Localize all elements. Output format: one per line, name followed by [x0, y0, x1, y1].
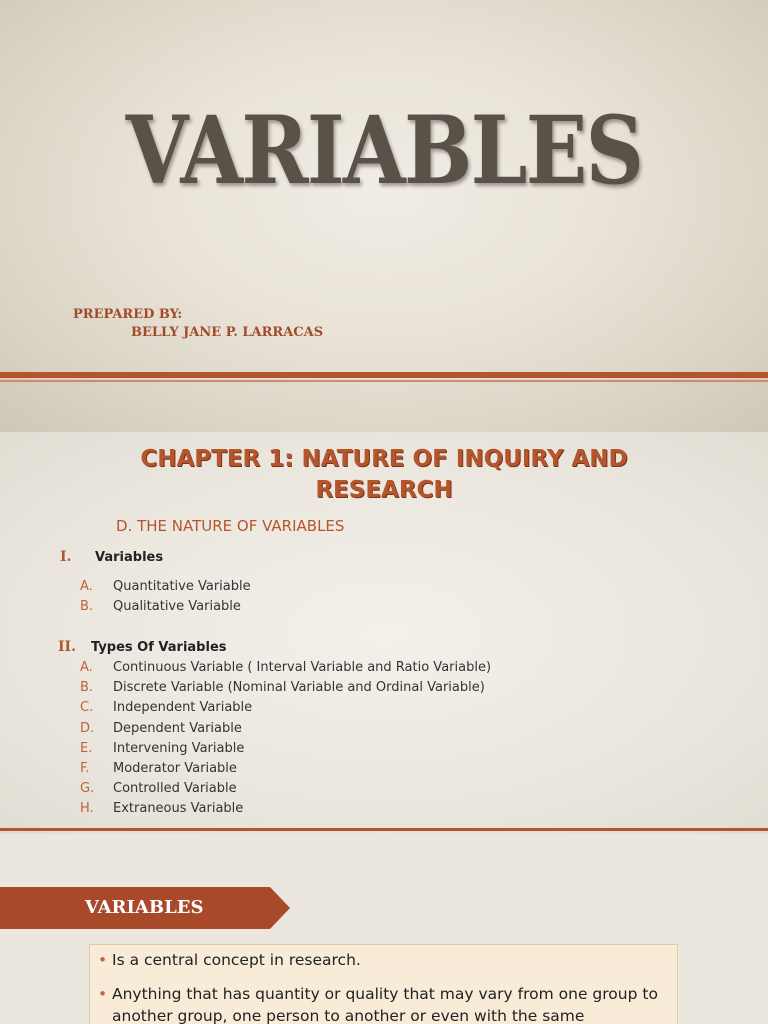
list-letter: H. [80, 801, 94, 817]
list-text: Dependent Variable [113, 720, 242, 736]
list-item [80, 658, 491, 678]
section-numeral-1: I. [60, 549, 72, 565]
section-list-2 [80, 658, 491, 820]
bullet-text: Is a central concept in research. [112, 951, 361, 969]
list-letter: B. [80, 680, 94, 696]
outline-slide [0, 432, 768, 834]
prepared-by-label: PREPARED BY: [73, 307, 183, 322]
list-text: Controlled Variable [113, 781, 237, 797]
list-text: Qualitative Variable [113, 599, 241, 615]
list-text: Moderator Variable [113, 760, 237, 776]
list-text: Quantitative Variable [113, 579, 251, 594]
list-item [80, 678, 491, 698]
definition-slide [0, 834, 768, 1024]
list-letter: A. [80, 579, 93, 594]
bullet-icon: • [98, 951, 108, 969]
bullet-item [90, 949, 677, 971]
divider-thick [0, 372, 768, 378]
list-letter: C. [80, 700, 94, 716]
section-subheading: D. THE NATURE OF VARIABLES [116, 517, 345, 535]
bullet-item [90, 983, 677, 1024]
list-letter: E. [80, 740, 93, 756]
list-text: Extraneous Variable [113, 801, 244, 817]
banner-title: VARIABLES [85, 897, 204, 918]
bullet-text: Anything that has quantity or quality that may vary from one group to another group, one person to another or even with the same [112, 985, 658, 1024]
list-letter: A. [80, 660, 93, 675]
list-text: Independent Variable [113, 700, 253, 716]
section-label-1: Variables [95, 550, 164, 565]
section-numeral-2: II. [58, 639, 76, 655]
slide-title: VARIABLES [125, 96, 643, 206]
list-item [80, 597, 251, 617]
list-text: Discrete Variable (Nominal Variable and Ordinal Variable) [113, 680, 485, 696]
list-item [80, 698, 491, 718]
list-text: Continuous Variable ( Interval Variable and Ratio Variable) [113, 660, 492, 675]
list-letter: F. [80, 760, 90, 776]
list-item [80, 719, 491, 739]
section-label-2: Types Of Variables [91, 640, 227, 655]
list-item [80, 779, 491, 799]
list-letter: D. [80, 720, 95, 736]
divider-thin [0, 380, 768, 382]
list-item [80, 577, 251, 597]
list-letter: G. [80, 781, 95, 797]
list-item [80, 799, 491, 819]
title-slide [0, 0, 768, 432]
list-letter: B. [80, 599, 94, 615]
author-name: BELLY JANE P. LARRACAS [131, 325, 324, 340]
bullet-icon: • [98, 985, 108, 1003]
section-list-1 [80, 577, 251, 617]
divider [0, 828, 768, 831]
list-item [80, 759, 491, 779]
chapter-title: CHAPTER 1: NATURE OF INQUIRY AND RESEARCH [140, 446, 628, 503]
list-text: Intervening Variable [113, 740, 245, 756]
list-item [80, 739, 491, 759]
definition-box [89, 944, 678, 1024]
